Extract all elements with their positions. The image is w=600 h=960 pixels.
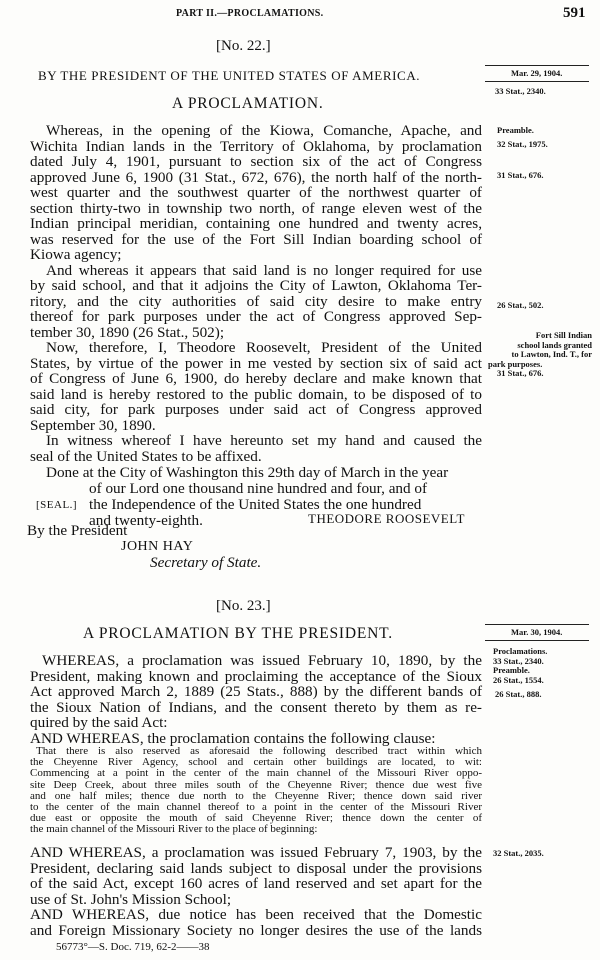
text-line: Indian principal meridian, containing one hundred and twenty acres, — [30, 215, 482, 232]
by-the-president: By the President — [27, 522, 128, 539]
text-line: of Congress of June 6, 1900, do hereby declare and make known that — [30, 370, 482, 387]
proclamation-body — [30, 653, 482, 746]
running-header: PART II.—PROCLAMATIONS. — [176, 8, 324, 19]
margin-ref: 32 Stat., 2035. — [493, 848, 544, 858]
byline: BY THE PRESIDENT OF THE UNITED STATES OF AMERICA. — [38, 68, 421, 83]
done-at-line: of our Lord one thousand nine hundred and four, and of — [89, 480, 428, 497]
text-line: quired by the said Act: — [30, 714, 168, 731]
text-line: AND WHEREAS, a proclamation was issued February 7, 1903, by the — [30, 844, 482, 861]
signature: THEODORE ROOSEVELT — [308, 511, 465, 526]
margin-rule — [485, 65, 589, 66]
quote-line: Commencing at a point in the center of the main channel of the Missouri River oppo- — [30, 767, 482, 780]
margin-rule — [485, 81, 589, 82]
quote-line: the Cheyenne River Agency, school and certain other buildings are located, to wit: — [30, 756, 482, 769]
secretary-name: JOHN HAY — [121, 539, 194, 554]
sidenote-line: school lands granted — [517, 339, 592, 350]
sidenote-line: 33 Stat., 2340. — [493, 655, 544, 666]
sidenote-line: 26 Stat., 1554. — [493, 674, 544, 685]
text-line: President, declaring said lands subject to disposal under the provisions — [30, 859, 482, 877]
text-line: Kiowa agency; — [30, 246, 122, 263]
margin-preamble: Preamble. — [497, 125, 534, 135]
text-line: by said school, and that it adjoins the City of Lawton, Oklahoma Ter- — [30, 277, 482, 294]
text-line: States, by virtue of the power in me vested by section six of said act — [30, 354, 482, 372]
margin-rule — [485, 640, 589, 641]
text-line: Whereas, in the opening of the Kiowa, Comanche, Apache, and — [46, 122, 482, 139]
text-line: President, making known and proclaiming the acceptance of the Sioux — [30, 667, 482, 685]
text-line: seal of the United States to be affixed. — [30, 447, 262, 465]
text-line: and Foreign Missionary Society no longer desires the use of the lands — [30, 921, 482, 939]
done-at-line: the Independence of the United States the one hundred — [89, 496, 422, 513]
quote-line: the main channel of the Missouri River to the place of beginning: — [30, 823, 318, 836]
margin-date: Mar. 29, 1904. — [511, 68, 563, 78]
proclamation-body — [30, 123, 482, 464]
text-line: said land is hereby restored to the public domain, to be disposed of to — [30, 385, 482, 403]
text-line: AND WHEREAS, due notice has been received that the Domestic — [30, 906, 482, 923]
quote-line: That there is also reserved as aforesaid the following described tract within which — [36, 745, 482, 757]
margin-ref: 26 Stat., 502. — [497, 300, 544, 310]
page-number: 591 — [563, 5, 586, 21]
sidenote-line: Preamble. — [493, 665, 530, 675]
proclamation-title: A PROCLAMATION BY THE PRESIDENT. — [83, 625, 393, 642]
proclamation-number: [No. 23.] — [216, 598, 271, 614]
text-line: Now, therefore, I, Theodore Roosevelt, President of the United — [46, 339, 482, 356]
text-line: approved June 6, 1900 (31 Stat., 672, 676), the north half of the north- — [30, 168, 482, 186]
text-line: of the said Act, except 160 acres of land reserved and set apart for the — [30, 875, 482, 892]
text-line: September 30, 1890. — [30, 416, 156, 434]
margin-sidenote — [493, 647, 547, 685]
quoted-clause — [30, 746, 482, 836]
margin-stat: 33 Stat., 2340. — [495, 86, 546, 96]
text-line: was reserved for the use of the Fort Sill Indian boarding school of — [30, 230, 482, 248]
proclamation-body — [30, 845, 482, 938]
proclamation-title: A PROCLAMATION. — [172, 95, 324, 112]
text-line: said city, for park purposes under said act of Congress approved — [30, 401, 482, 418]
margin-rule — [485, 624, 589, 625]
sidenote-line: Fort Sill Indian — [535, 330, 592, 340]
text-line: ritory, and the city authorities of said city desire to make entry — [30, 292, 482, 310]
sidenote-line: 31 Stat., 676. — [497, 368, 544, 378]
quote-line: due east or opposite the mouth of said Cheyenne River; thence down the center of — [30, 812, 482, 825]
done-at-line: and twenty-eighth. — [89, 512, 203, 529]
text-line: section thirty-two in township two north, of range eleven west of the — [30, 199, 482, 217]
proclamation-number: [No. 22.] — [216, 38, 271, 54]
text-line: WHEREAS, a proclamation was issued February 10, 1890, by the — [42, 652, 482, 669]
quote-line: site Deep Creek, about three miles south of the Cheyenne River; thence due west five — [30, 778, 482, 791]
margin-ref: 31 Stat., 676. — [497, 170, 544, 180]
seal-mark: [SEAL.] — [36, 499, 78, 511]
text-line: dated July 4, 1901, pursuant to section six of the act of Congress — [30, 153, 482, 170]
text-line: And whereas it appears that said land is no longer required for use — [46, 261, 482, 279]
secretary-title: Secretary of State. — [150, 554, 262, 571]
margin-date: Mar. 30, 1904. — [511, 627, 563, 637]
quote-line: and one half miles; thence due north to the Cheyenne River; thence down said river — [30, 789, 482, 802]
margin-ref: 32 Stat., 1975. — [497, 139, 548, 149]
sidenote-line: Proclamations. — [493, 646, 548, 656]
margin-ref: 26 Stat., 888. — [495, 689, 542, 699]
text-line: thereof for park purposes under the act of Congress approved Sep- — [30, 308, 482, 325]
text-line: In witness whereof I have hereunto set my hand and caused the — [46, 432, 482, 449]
text-line: AND WHEREAS, the proclamation contains the following clause: — [30, 729, 436, 747]
printer-signature: 56773°—S. Doc. 719, 62-2——38 — [56, 941, 210, 953]
sidenote-line: to Lawton, Ind. T., for — [511, 349, 592, 359]
text-line: use of St. John's Mission School; — [30, 890, 232, 908]
text-line: Wichita Indian lands in the Territory of Oklahoma, by proclamation — [30, 137, 482, 155]
done-at-line: Done at the City of Washington this 29th day of March in the year — [46, 464, 449, 481]
text-line: west quarter and the southwest quarter of the northwest quarter of — [30, 184, 482, 201]
text-line: tember 30, 1890 (26 Stat., 502); — [30, 323, 225, 341]
text-line: the Sioux Nation of Indians, and the consent thereto by them as re- — [30, 698, 482, 716]
sidenote-line: park purposes. — [488, 358, 543, 369]
quote-line: to the center of the main channel thereof to a point in the center of the Missouri River — [30, 801, 482, 814]
text-line: Act approved March 2, 1889 (25 Stats., 888) by the different bands of — [30, 683, 482, 700]
margin-sidenote — [488, 331, 592, 379]
